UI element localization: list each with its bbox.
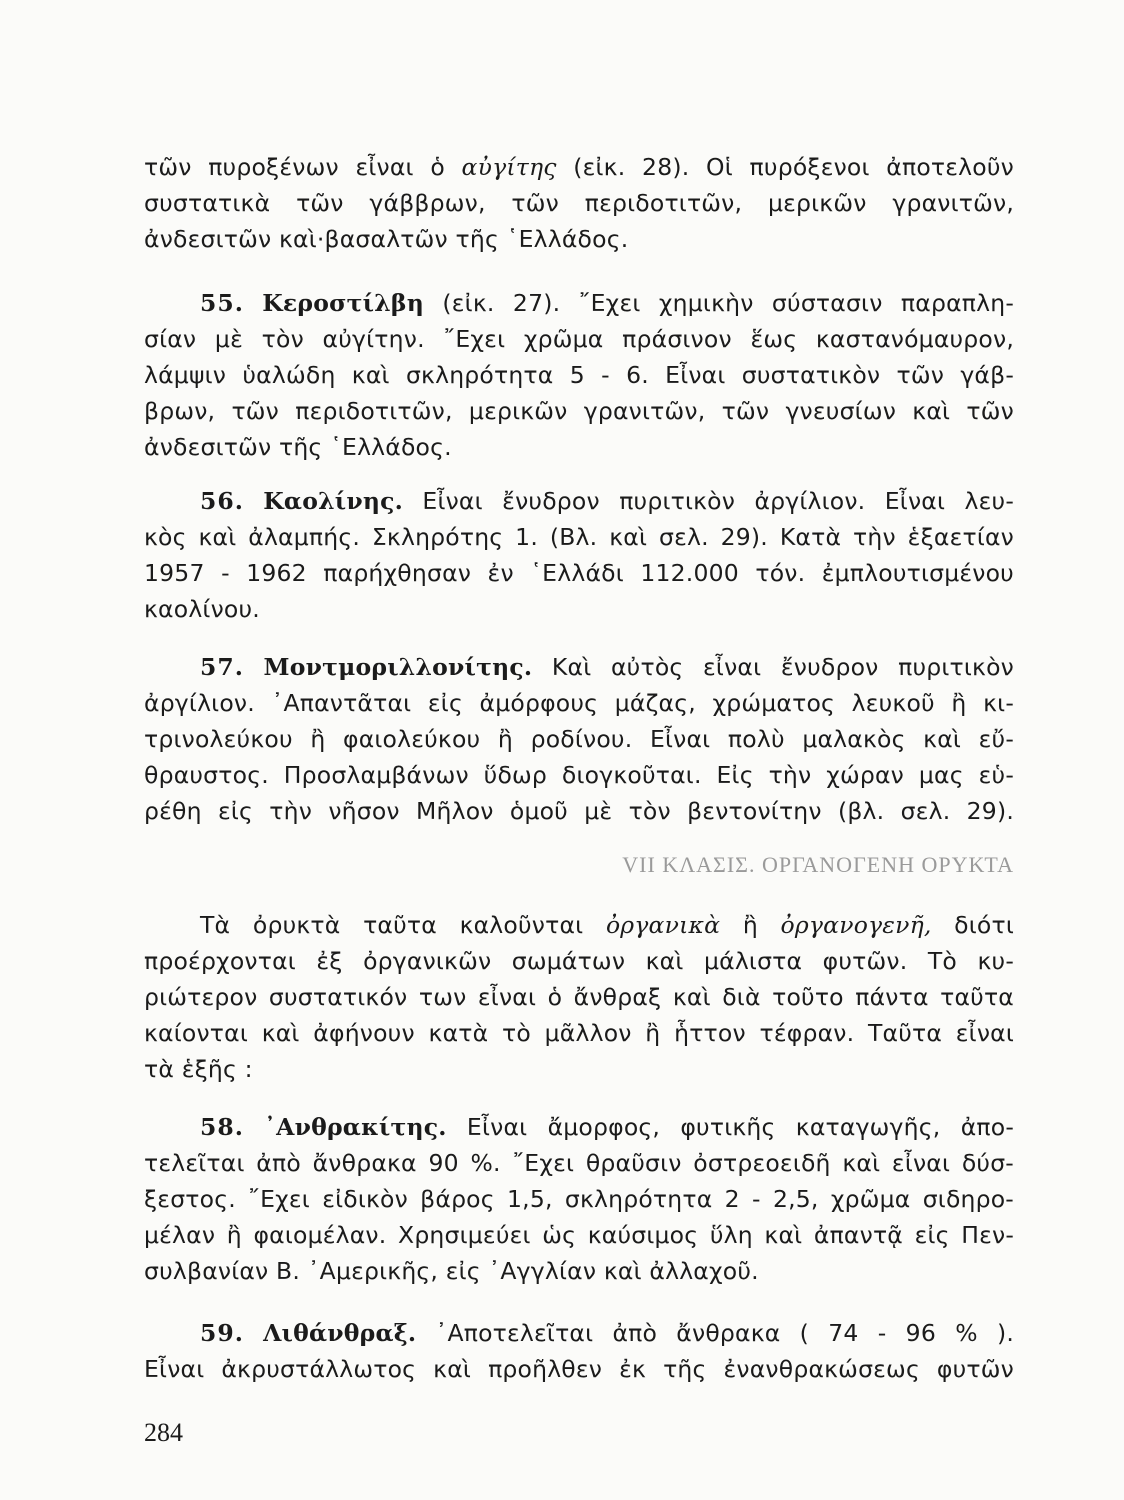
mineral-name: Μοντμοριλλονίτης. (263, 653, 533, 681)
text-line: καίονται καὶ ἀφήνουν κατὰ τὸ μᾶλλον ἢ ἧττον τέφραν. Ταῦτα εἶναι (144, 1019, 1014, 1047)
text-line: 1957 - 1962 παρήχθησαν ἐν ῾Ελλάδι 112.000 τόν. ἐμπλουτισμένου (144, 559, 1014, 587)
text-line: συλβανίαν Β. ᾿Αμερικῆς, εἰς ᾿Αγγλίαν καὶ ἀλλαχοῦ. (144, 1257, 759, 1285)
text-line: θραυστος. Προσλαμβάνων ὕδωρ διογκοῦται. Εἰς τὴν χώραν μας εὑ- (144, 761, 1014, 789)
text-line: ἀνδεσιτῶν καὶ·βασαλτῶν τῆς ῾Ελλάδος. (144, 225, 629, 253)
entry-number: 55. (200, 289, 244, 317)
entry-number: 59. (200, 1319, 244, 1347)
mineral-name: Λιθάνθραξ. (263, 1319, 417, 1347)
entry-57-first-line: 57. Μοντμοριλλονίτης. Καὶ αὐτὸς εἶναι ἔνυδρον πυριτικὸν (200, 653, 1014, 681)
text-line: σίαν μὲ τὸν αὐγίτην. ῎Εχει χρῶμα πράσινον ἕως καστανόμαυρον, (144, 325, 1014, 353)
mineral-name: Καολίνης. (263, 487, 404, 515)
mineral-name: ᾿Ανθρακίτης. (264, 1113, 447, 1141)
text-line: καολίνου. (144, 595, 260, 623)
text-line: τὰ ἑξῆς : (144, 1055, 253, 1083)
mineral-name: Κεροστίλβη (262, 289, 424, 317)
text-line: βρων, τῶν περιδοτιτῶν, μερικῶν γρανιτῶν, τῶν γνευσίων καὶ τῶν (144, 397, 1014, 425)
text-line: τελεῖται ἀπὸ ἄνθρακα 90 %. ῎Εχει θραῦσιν ὀστρεοειδῆ καὶ εἶναι δύσ- (144, 1149, 1014, 1177)
entry-59-first-line: 59. Λιθάνθραξ. ᾿Αποτελεῖται ἀπὸ ἄνθρακα ( 74 - 96 % ). (200, 1319, 1014, 1347)
text-line: μέλαν ἢ φαιομέλαν. Χρησιμεύει ὡς καύσιμος ὕλη καὶ ἀπαντᾷ εἰς Πεν- (144, 1221, 1014, 1249)
text-line: τρινολεύκου ἢ φαιολεύκου ἢ ροδίνου. Εἶναι πολὺ μαλακὸς καὶ εὔ- (144, 725, 1014, 753)
text-line: κὸς καὶ ἀλαμπής. Σκληρότης 1. (Βλ. καὶ σελ. 29). Κατὰ τὴν ἑξαετίαν (144, 523, 1014, 551)
text-line: Τὰ ὀρυκτὰ ταῦτα καλοῦνται ὀργανικὰ ἢ ὀργανογενῆ, διότι (200, 911, 1014, 939)
text-line: ἀνδεσιτῶν τῆς ῾Ελλάδος. (144, 433, 452, 461)
text-line: συστατικὰ τῶν γάββρων, τῶν περιδοτιτῶν, μερικῶν γρανιτῶν, (144, 189, 1014, 217)
text-line: λάμψιν ὑαλώδη καὶ σκληρότητα 5 - 6. Εἶναι συστατικὸν τῶν γάβ- (144, 361, 1014, 389)
entry-number: 57. (200, 653, 244, 681)
text-line: Εἶναι ἀκρυστάλλωτος καὶ προῆλθεν ἐκ τῆς ἐνανθρακώσεως φυτῶν (144, 1355, 1014, 1383)
page-number: 284 (144, 1418, 183, 1447)
text-line: ξεστος. ῎Εχει εἰδικὸν βάρος 1,5, σκληρότητα 2 - 2,5, χρῶμα σιδηρο- (144, 1185, 1014, 1213)
text-line: προέρχονται ἐξ ὀργανικῶν σωμάτων καὶ μάλιστα φυτῶν. Τὸ κυ- (144, 947, 1014, 975)
text-line: ρέθη εἰς τὴν νῆσον Μῆλον ὁμοῦ μὲ τὸν βεντονίτην (βλ. σελ. 29). (144, 797, 1014, 825)
entry-58-first-line: 58. ᾿Ανθρακίτης. Εἶναι ἄμορφος, φυτικῆς καταγωγῆς, ἀπο- (200, 1113, 1014, 1141)
text-line: ριώτερον συστατικόν των εἶναι ὁ ἄνθραξ καὶ διὰ τοῦτο πάντα ταῦτα (144, 983, 1014, 1011)
text-line: ἀργίλιον. ᾿Απαντᾶται εἰς ἀμόρφους μάζας, χρώματος λευκοῦ ἢ κι- (144, 689, 1014, 717)
entry-number: 56. (200, 487, 244, 515)
section-heading: VII ΚΛΑΣΙΣ. ΟΡΓΑΝΟΓΕΝΗ ΟΡΥΚΤΑ (622, 852, 1014, 877)
entry-56-first-line: 56. Καολίνης. Εἶναι ἔνυδρον πυριτικὸν ἀργίλιον. Εἶναι λευ- (200, 487, 1014, 515)
entry-55-first-line: 55. Κεροστίλβη (εἰκ. 27). ῎Εχει χημικὴν σύστασιν παραπλη- (200, 289, 1014, 317)
text-line: τῶν πυροξένων εἶναι ὁ αὐγίτης (εἰκ. 28). Οἱ πυρόξενοι ἀποτελοῦν (144, 153, 1014, 181)
entry-number: 58. (200, 1113, 244, 1141)
